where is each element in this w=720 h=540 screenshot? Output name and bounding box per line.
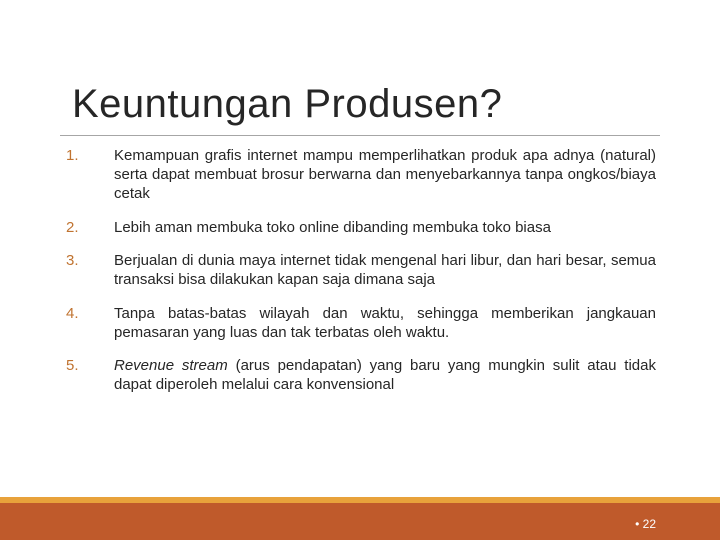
list-item-number: 3. xyxy=(66,252,79,269)
page-number xyxy=(635,517,656,531)
list-item xyxy=(66,356,656,394)
list-item-text: Berjualan di dunia maya internet tidak mengenal hari libur, dan hari besar, semua transaksi bisa dilakukan kapan saja dimana saja xyxy=(114,252,656,288)
footer-band xyxy=(0,503,720,540)
list-item-text-rest: (arus pendapatan) yang baru yang mungkin sulit atau tidak dapat diperoleh melalui cara konvensional xyxy=(114,357,656,393)
list-item-number: 2. xyxy=(66,219,79,236)
list-item-number: 1. xyxy=(66,147,79,164)
bullet-glyph: • xyxy=(635,517,640,531)
page-number-value: 22 xyxy=(642,517,656,531)
list-item-number: 4. xyxy=(66,305,79,322)
list-item-text: Lebih aman membuka toko online dibanding membuka toko biasa xyxy=(114,219,551,236)
list-item xyxy=(66,251,656,289)
list-item xyxy=(66,146,656,203)
list-item-text: Kemampuan grafis internet mampu memperlihatkan produk apa adnya (natural) serta dapat membuat brosur berwarna dan menyebarkannya tanpa ongkos/biaya cetak xyxy=(114,147,656,202)
list-item xyxy=(66,218,656,237)
title-divider xyxy=(60,135,660,136)
numbered-list xyxy=(66,146,656,394)
list-item-text: Tanpa batas-batas wilayah dan waktu, sehingga memberikan jangkauan pemasaran yang luas dan tak terbatas oleh waktu. xyxy=(114,305,656,341)
list-item-number: 5. xyxy=(66,357,79,374)
emphasis-text: Revenue stream xyxy=(114,357,228,374)
list-item-text xyxy=(114,356,656,394)
list-item xyxy=(66,304,656,342)
slide-title: Keuntungan Produsen? xyxy=(72,82,503,126)
